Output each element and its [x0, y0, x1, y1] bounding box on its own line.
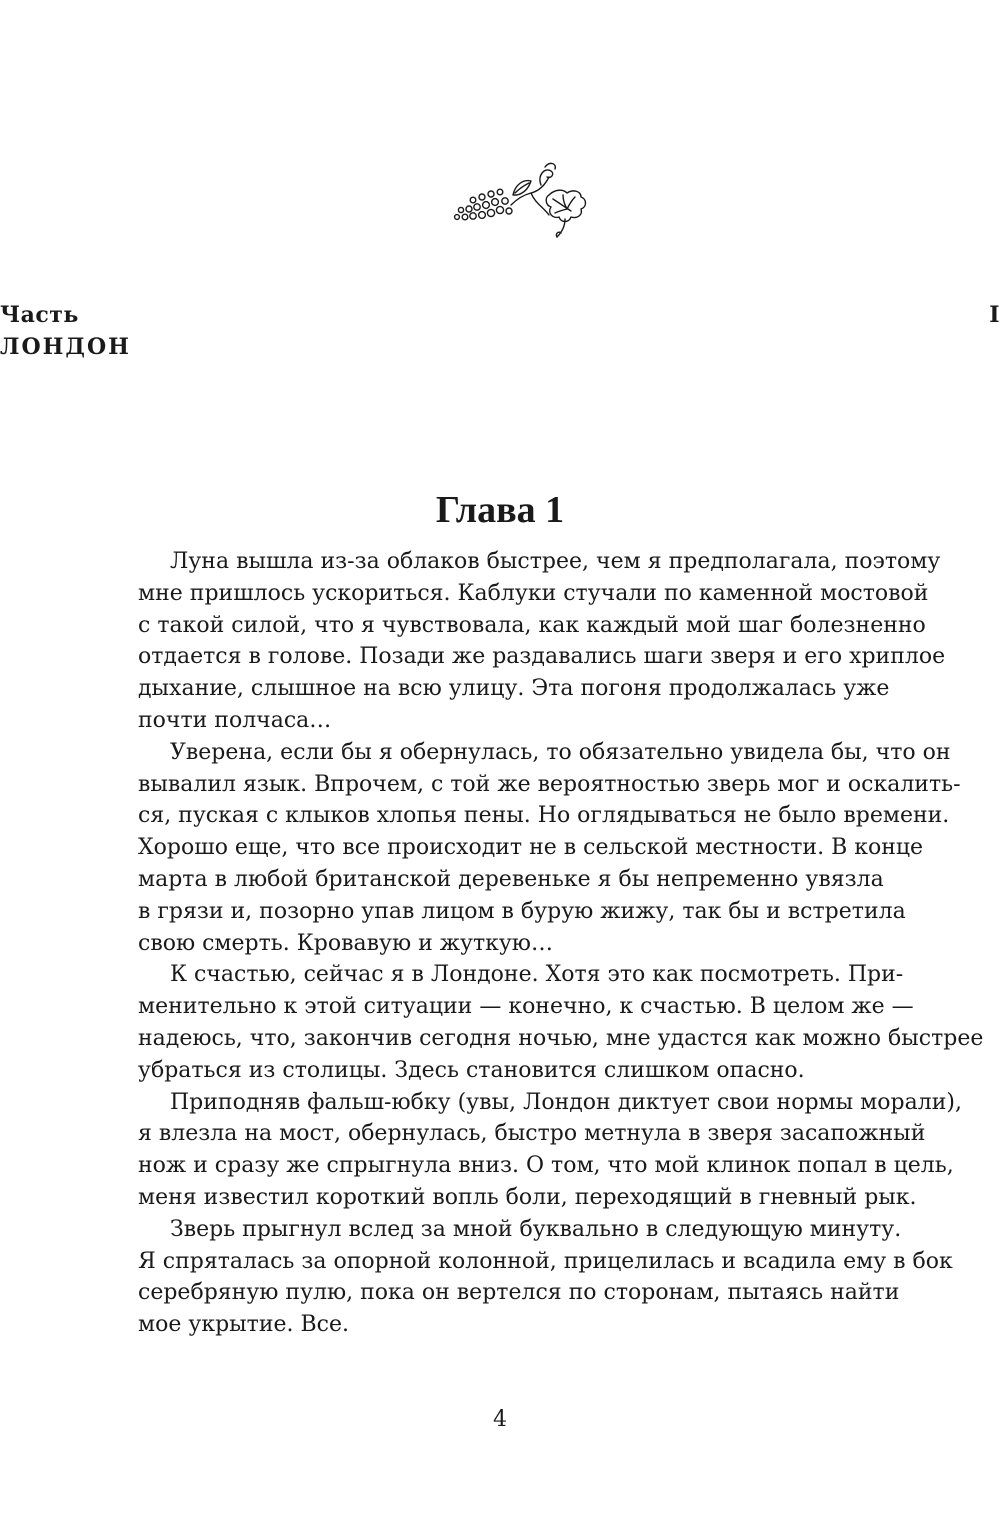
text-line: я влезла на мост, обернулась, быстро метнула в зверя засапожный: [138, 1121, 926, 1147]
text-line: убраться из столицы. Здесь становится слишком опасно.: [138, 1057, 805, 1083]
part-title: [0, 300, 1000, 364]
text-line: мне пришлось ускориться. Каблуки стучали по каменной мостовой: [138, 580, 929, 606]
text-line: К счастью, сейчас я в Лондоне. Хотя это как посмотреть. При-: [170, 962, 904, 988]
text-line: дыхание, слышное на всю улицу. Эта погоня продолжалась уже: [138, 676, 890, 702]
part-number-label: Часть I: [0, 302, 1000, 328]
text-line: менительно к этой ситуации — конечно, к счастью. В целом же —: [138, 994, 914, 1020]
text-line: в грязи и, позорно упав лицом в бурую жижу, так бы и встретила: [138, 898, 906, 924]
text-line: Уверена, если бы я обернулась, то обязательно увидела бы, что он: [170, 739, 951, 765]
text-line: с такой силой, что я чувствовала, как каждый мой шаг болезненно: [138, 612, 926, 638]
text-line: Я спряталась за опорной колонной, прицелилась и всадила ему в бок: [138, 1248, 953, 1274]
text-line: Приподняв фальш-юбку (увы, Лондон диктует свои нормы морали),: [170, 1089, 962, 1115]
text-line: надеюсь, что, закончив сегодня ночью, мне удастся как можно быстрее: [138, 1025, 984, 1051]
chapter-body: [138, 546, 984, 1341]
text-line: марта в любой британской деревеньке я бы непременно увязла: [138, 866, 884, 892]
paragraph: [138, 1087, 962, 1214]
text-line: Хорошо еще, что все происходит не в сельской местности. В конце: [138, 835, 924, 861]
text-line: меня известил короткий вопль боли, переходящий в гневный рык.: [138, 1184, 917, 1210]
page-number: 4: [493, 1407, 507, 1432]
grape-vine-ornament-icon: [445, 155, 595, 245]
text-line: отдается в голове. Позади же раздавались шаги зверя и его хриплое: [138, 644, 946, 670]
text-line: Зверь прыгнул вслед за мной буквально в следующую минуту.: [170, 1216, 902, 1242]
text-line: мое укрытие. Все.: [138, 1312, 349, 1338]
text-line: серебряную пулю, пока он вертелся по сторонам, пытаясь найти: [138, 1280, 900, 1306]
text-line: почти полчаса…: [138, 707, 332, 733]
paragraph: [138, 1214, 953, 1341]
text-line: вывалил язык. Впрочем, с той же вероятностью зверь мог и оскалить-: [138, 771, 961, 797]
part-name: ЛОНДОН: [0, 333, 131, 360]
paragraph: [138, 737, 961, 960]
text-line: ся, пуская с клыков хлопья пены. Но оглядываться не было времени.: [138, 803, 950, 829]
text-line: нож и сразу же спрыгнула вниз. О том, что мой клинок попал в цель,: [138, 1153, 954, 1179]
paragraph: [138, 546, 946, 737]
paragraph: [138, 959, 984, 1086]
text-line: Луна вышла из-за облаков быстрее, чем я предполагала, поэтому: [170, 549, 941, 574]
text-line: свою смерть. Кровавую и жуткую…: [138, 930, 553, 956]
chapter-title: Глава 1: [435, 489, 565, 531]
